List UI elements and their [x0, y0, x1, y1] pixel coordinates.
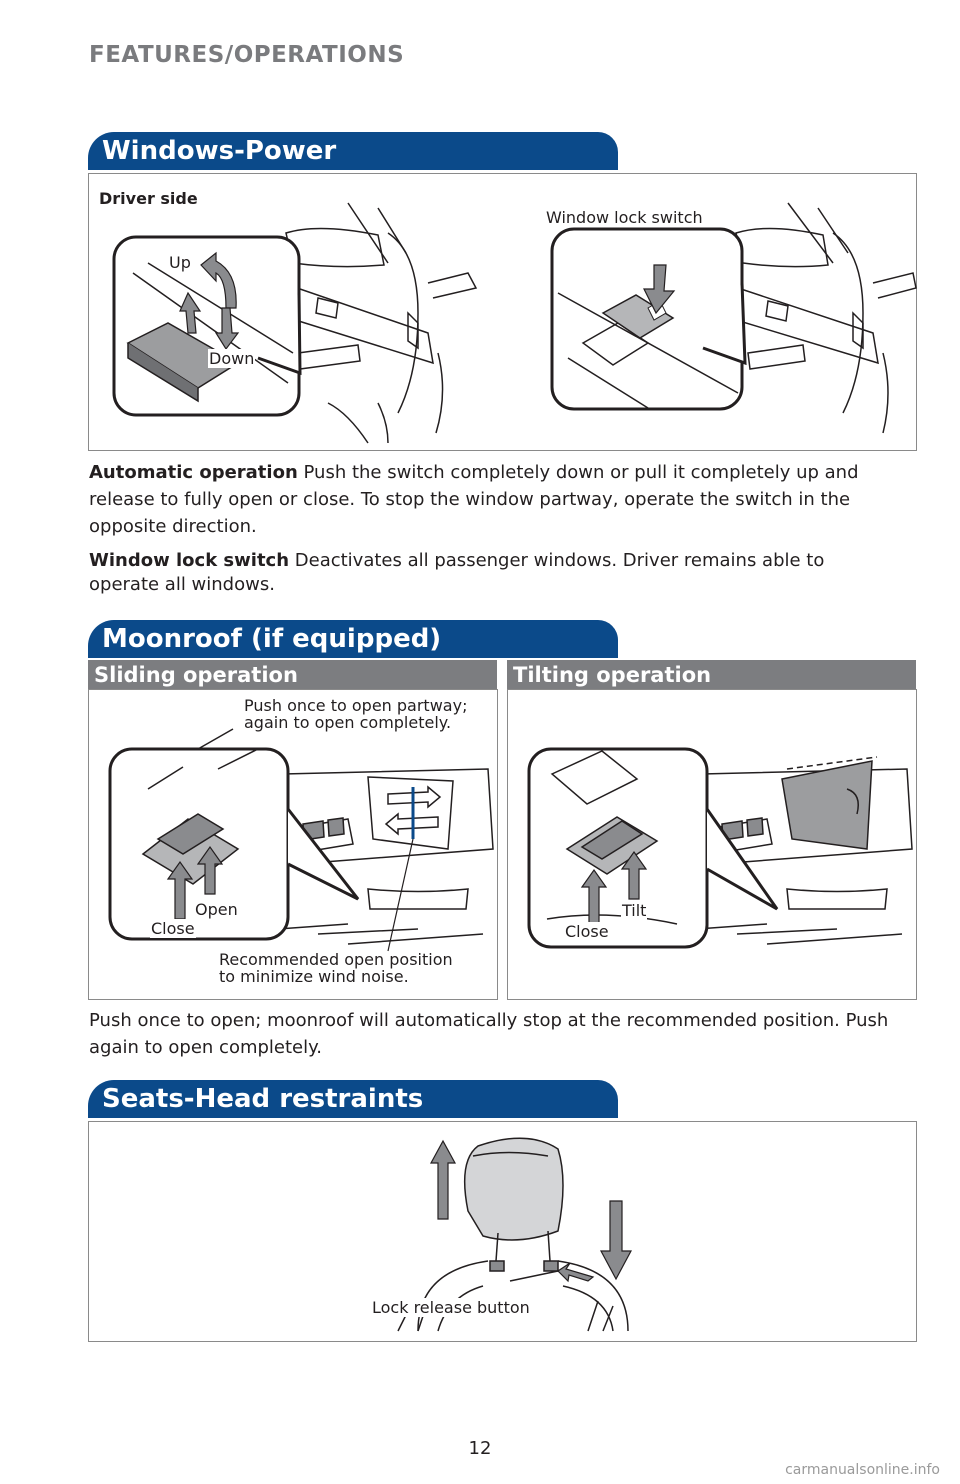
- up-label: Up: [169, 253, 191, 272]
- push-once-callout: [244, 697, 467, 731]
- sliding-operation-bar: [88, 660, 497, 690]
- automatic-operation-paragraph: [89, 459, 889, 540]
- window-lock-switch-label: Window lock switch: [546, 208, 703, 227]
- lock-release-button-label: Lock release button: [372, 1298, 530, 1317]
- down-label: Down: [209, 349, 255, 368]
- window-lock-paragraph: [89, 549, 889, 597]
- windows-illustration: [88, 173, 917, 451]
- close-label: Close: [151, 919, 195, 938]
- tilting-operation-title: Tilting operation: [513, 663, 712, 687]
- seats-banner: [88, 1080, 618, 1118]
- window-lock-term: Window lock switch: [89, 550, 290, 571]
- push-once-line-2: again to open completely.: [244, 713, 452, 732]
- recommended-position-callout: [219, 951, 453, 985]
- recommended-line-1: Recommended open position: [219, 950, 453, 969]
- window-lock-text: Deactivates all passenger windows. Driver remains able to operate all windows.: [89, 550, 825, 595]
- moonroof-title: Moonroof (if equipped): [102, 624, 442, 654]
- automatic-operation-text: Push the switch completely down or pull it completely up and release to fully open or close. To stop the window partway, operate the switch in the opposite direction.: [89, 462, 859, 537]
- tilting-operation-bar: [507, 660, 916, 690]
- page-section-header: FEATURES/OPERATIONS: [89, 42, 405, 68]
- automatic-operation-term: Automatic operation: [89, 462, 298, 483]
- tilt-close-label: Close: [565, 922, 609, 941]
- push-once-line-1: Push once to open partway;: [244, 696, 468, 715]
- seats-title: Seats-Head restraints: [102, 1084, 424, 1114]
- moonroof-banner: [88, 620, 618, 658]
- tilt-label: Tilt: [622, 901, 647, 920]
- windows-power-banner: [88, 132, 618, 170]
- sliding-operation-title: Sliding operation: [94, 663, 298, 687]
- recommended-line-2: to minimize wind noise.: [219, 967, 409, 986]
- windows-power-title: Windows-Power: [102, 136, 337, 166]
- tilting-illustration: [507, 689, 917, 1000]
- driver-side-label: Driver side: [99, 189, 198, 208]
- watermark: carmanualsonline.info: [785, 1462, 940, 1478]
- page-number: 12: [468, 1438, 492, 1459]
- open-label: Open: [195, 900, 238, 919]
- moonroof-body-text: Push once to open; moonroof will automatically stop at the recommended position. Push again to open completely.: [89, 1010, 889, 1058]
